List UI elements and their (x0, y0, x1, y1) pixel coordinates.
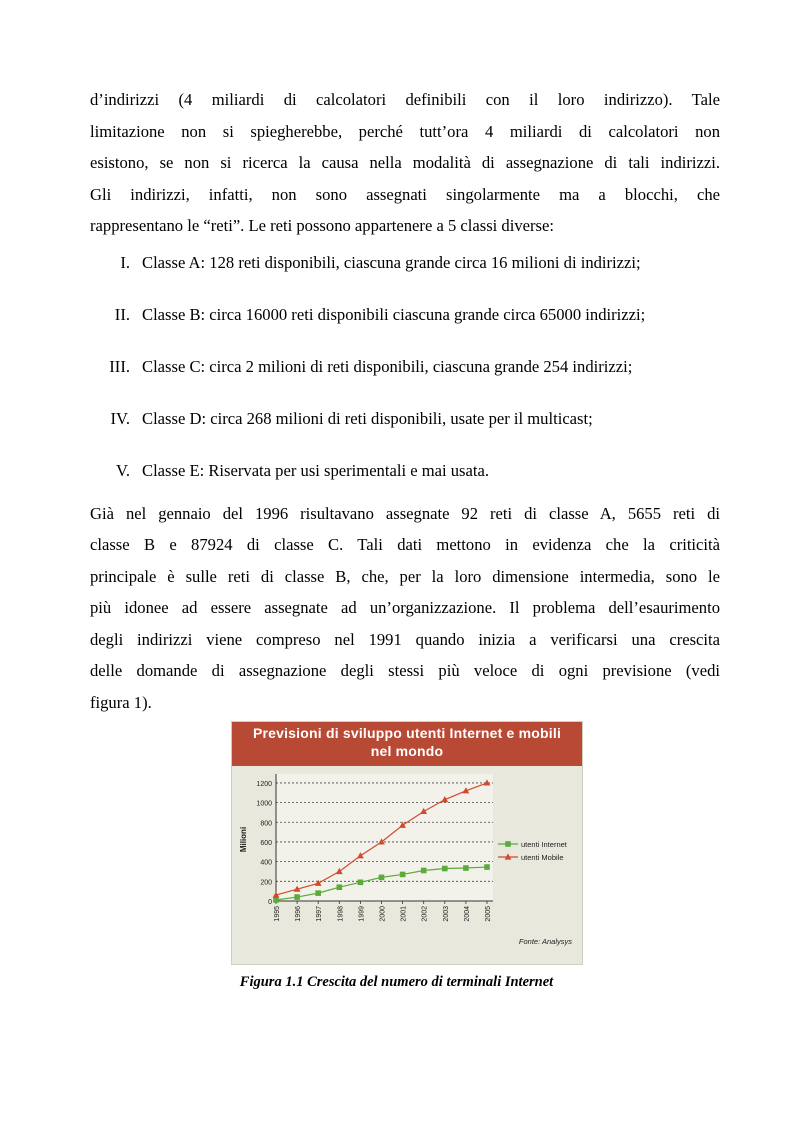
data-point (400, 872, 406, 878)
list-item-text: Classe C: circa 2 milioni di reti disponibili, ciascuna grande 254 indirizzi; (142, 356, 633, 376)
paragraph-intro-line: limitazione non si spiegherebbe, perché tutt’ora 4 miliardi di calcolatori non (90, 121, 720, 141)
y-tick-label: 0 (268, 899, 272, 906)
list-item-text: Classe A: 128 reti disponibili, ciascuna grande circa 16 milioni di indirizzi; (142, 252, 641, 272)
document-body (90, 84, 720, 718)
x-tick-label: 2005 (485, 906, 492, 922)
list-numeral: I. (120, 252, 130, 272)
data-point (337, 884, 343, 890)
paragraph-address-exhaustion (90, 498, 720, 719)
x-tick-label: 2001 (400, 906, 408, 922)
x-tick-label: 1999 (358, 906, 366, 922)
address-class-item (90, 408, 720, 430)
data-point (421, 868, 427, 874)
y-tick-label: 1200 (256, 780, 272, 788)
paragraph-exhaustion-line: più idonee ad essere assegnate ad un’organizzazione. Il problema dell’esaurimento (90, 598, 720, 617)
paragraph-intro-line: Gli indirizzi, infatti, non sono assegnati singolarmente ma a blocchi, che (90, 184, 720, 204)
paragraph-exhaustion-line: Già nel gennaio del 1996 risultavano assegnate 92 reti di classe A, 5655 reti di (90, 503, 720, 523)
paragraph-exhaustion-line: figura 1). (90, 692, 152, 712)
x-tick-label: 1996 (295, 906, 303, 922)
data-point (273, 897, 279, 903)
data-point (294, 894, 300, 900)
chart-title-line2: nel mondo (370, 743, 444, 759)
address-class-item (90, 304, 720, 326)
y-tick-label: 600 (260, 839, 272, 847)
address-class-item (90, 460, 720, 482)
x-tick-label: 2004 (463, 906, 471, 922)
paragraph-exhaustion-line: delle domande di assegnazione degli stessi più veloce di ogni previsione (vedi (90, 661, 720, 680)
x-tick-label: 1997 (316, 906, 324, 922)
list-numeral: V. (116, 460, 130, 480)
line-chart (232, 766, 582, 964)
legend-label: utenti Mobile (521, 853, 564, 862)
data-point (442, 866, 448, 872)
y-tick-label: 1000 (256, 800, 272, 808)
list-numeral: II. (114, 304, 130, 324)
list-item-text: Classe E: Riservata per usi sperimentali e mai usata. (142, 460, 489, 480)
paragraph-exhaustion-line: principale è sulle reti di classe B, che, per la loro dimensione intermedia, sono le (90, 566, 720, 586)
legend-label: utenti Internet (521, 840, 567, 849)
figure-growth-chart (231, 721, 583, 965)
data-point (463, 865, 469, 871)
data-point (358, 880, 364, 886)
x-tick-label: 2003 (442, 906, 450, 922)
paragraph-intro-line: esistono, se non si ricerca la causa nella modalità di assegnazione di tali indirizzi. (90, 153, 720, 172)
figure-caption: Figura 1.1 Crescita del numero di terminali Internet (239, 974, 554, 990)
x-tick-label: 2002 (421, 906, 429, 922)
list-numeral: III. (109, 356, 130, 376)
y-tick-label: 800 (260, 820, 272, 828)
paragraph-intro-line: rappresentano le “reti”. Le reti possono appartenere a 5 classi diverse: (90, 216, 554, 235)
data-point (379, 875, 385, 881)
x-tick-label: 1998 (337, 906, 345, 922)
chart-title-line1: Previsioni di sviluppo utenti Internet e mobili (252, 725, 562, 741)
list-item-text: Classe D: circa 268 milioni di reti disponibili, usate per il multicast; (142, 408, 593, 428)
list-item-text: Classe B: circa 16000 reti disponibili ciascuna grande circa 65000 indirizzi; (142, 304, 646, 324)
data-point (315, 890, 321, 896)
paragraph-exhaustion-line: classe B e 87924 di classe C. Tali dati mettono in evidenza che la criticità (90, 535, 720, 554)
x-tick-label: 2000 (379, 906, 387, 922)
address-class-list (90, 252, 720, 482)
y-axis-label: Milioni (239, 826, 248, 853)
paragraph-exhaustion-line: degli indirizzi viene compreso nel 1991 quando inizia a verificarsi una crescita (90, 629, 720, 649)
address-class-item (90, 356, 720, 378)
list-numeral: IV. (110, 408, 130, 428)
x-tick-label: 1995 (274, 906, 281, 922)
paragraph-address-classes-intro (90, 84, 720, 242)
address-class-item (90, 252, 720, 274)
y-tick-label: 200 (260, 879, 272, 887)
data-point (484, 864, 490, 870)
y-tick-label: 400 (260, 859, 272, 867)
legend-marker (505, 841, 511, 847)
chart-title-banner (232, 722, 582, 766)
paragraph-intro-line: d’indirizzi (4 miliardi di calcolatori definibili con il loro indirizzo). Tale (90, 90, 720, 109)
chart-source: Fonte: Analysys (518, 937, 572, 946)
